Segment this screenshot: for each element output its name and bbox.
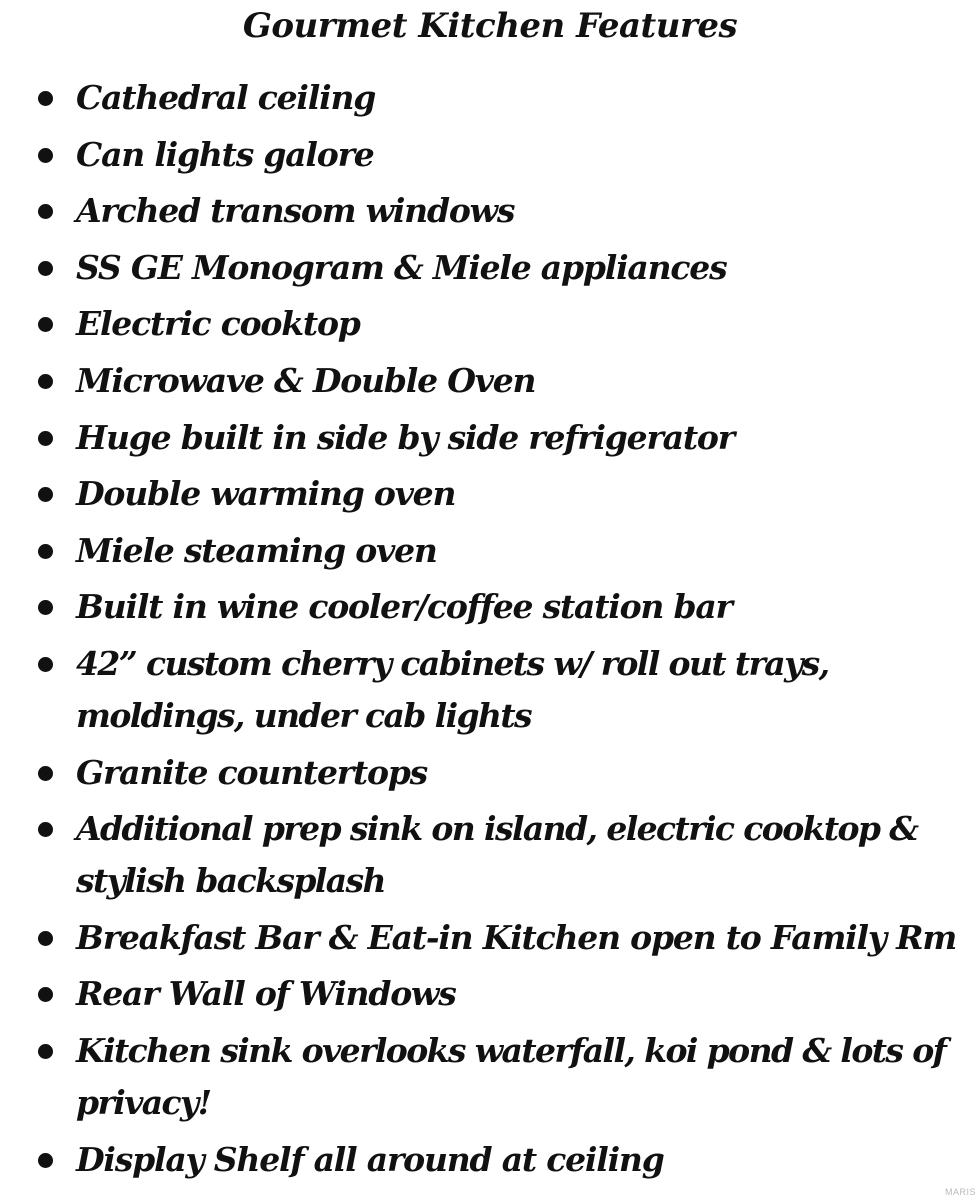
bullet-dot-icon xyxy=(38,1044,53,1059)
list-item xyxy=(0,298,980,350)
bullet-dot-icon xyxy=(38,822,53,837)
list-item xyxy=(0,638,980,742)
bullet-dot-icon xyxy=(38,148,53,163)
list-item xyxy=(0,412,980,464)
bullet-dot-icon xyxy=(38,91,53,106)
list-item-label: Built in wine cooler/coffee station bar xyxy=(76,587,732,627)
list-item xyxy=(0,72,980,124)
list-item xyxy=(0,129,980,181)
list-item-label: 42” custom cherry cabinets w/ roll out trays, moldings, under cab lights xyxy=(76,643,829,735)
list-item-label: Huge built in side by side refrigerator xyxy=(76,417,734,457)
page-title: Gourmet Kitchen Features xyxy=(242,6,738,46)
list-item xyxy=(0,242,980,294)
watermark: MARIS xyxy=(944,1187,976,1197)
bullet-dot-icon xyxy=(38,987,53,1002)
list-item xyxy=(0,468,980,520)
bullet-dot-icon xyxy=(38,431,53,446)
list-item-label: Electric cooktop xyxy=(76,304,360,344)
bullet-dot-icon xyxy=(38,261,53,276)
list-item xyxy=(0,1025,980,1129)
list-item-label: Breakfast Bar & Eat-in Kitchen open to Family Rm xyxy=(76,917,957,957)
list-item-label: Kitchen sink overlooks waterfall, koi pond & lots of privacy! xyxy=(76,1030,946,1122)
list-item-label: Granite countertops xyxy=(76,752,428,792)
list-item-label: Cathedral ceiling xyxy=(76,78,376,117)
list-item xyxy=(0,1134,980,1186)
list-item xyxy=(0,968,980,1020)
bullet-dot-icon xyxy=(38,487,53,502)
bullet-dot-icon xyxy=(38,931,53,946)
feature-list xyxy=(0,72,980,1190)
list-item-label: SS GE Monogram & Miele appliances xyxy=(76,247,727,287)
bullet-dot-icon xyxy=(38,317,53,332)
list-item xyxy=(0,747,980,799)
bullet-dot-icon xyxy=(38,1153,53,1168)
list-item-label: Can lights galore xyxy=(76,134,374,174)
bullet-dot-icon xyxy=(38,544,53,559)
list-item xyxy=(0,525,980,577)
list-item-label: Display Shelf all around at ceiling xyxy=(76,1139,664,1179)
list-item-label: Arched transom windows xyxy=(76,191,515,231)
list-item-label: Additional prep sink on island, electric cooktop & stylish backsplash xyxy=(76,809,918,901)
list-item xyxy=(0,912,980,964)
bullet-dot-icon xyxy=(38,657,53,672)
bullet-dot-icon xyxy=(38,374,53,389)
list-item-label: Rear Wall of Windows xyxy=(76,974,456,1014)
list-item xyxy=(0,185,980,237)
list-item-label: Double warming oven xyxy=(76,474,456,514)
bullet-dot-icon xyxy=(38,204,53,219)
list-item-label: Miele steaming oven xyxy=(76,530,437,570)
list-item xyxy=(0,803,980,907)
list-item-label: Microwave & Double Oven xyxy=(76,360,536,400)
bullet-dot-icon xyxy=(38,766,53,781)
list-item xyxy=(0,581,980,633)
bullet-dot-icon xyxy=(38,600,53,615)
list-item xyxy=(0,355,980,407)
